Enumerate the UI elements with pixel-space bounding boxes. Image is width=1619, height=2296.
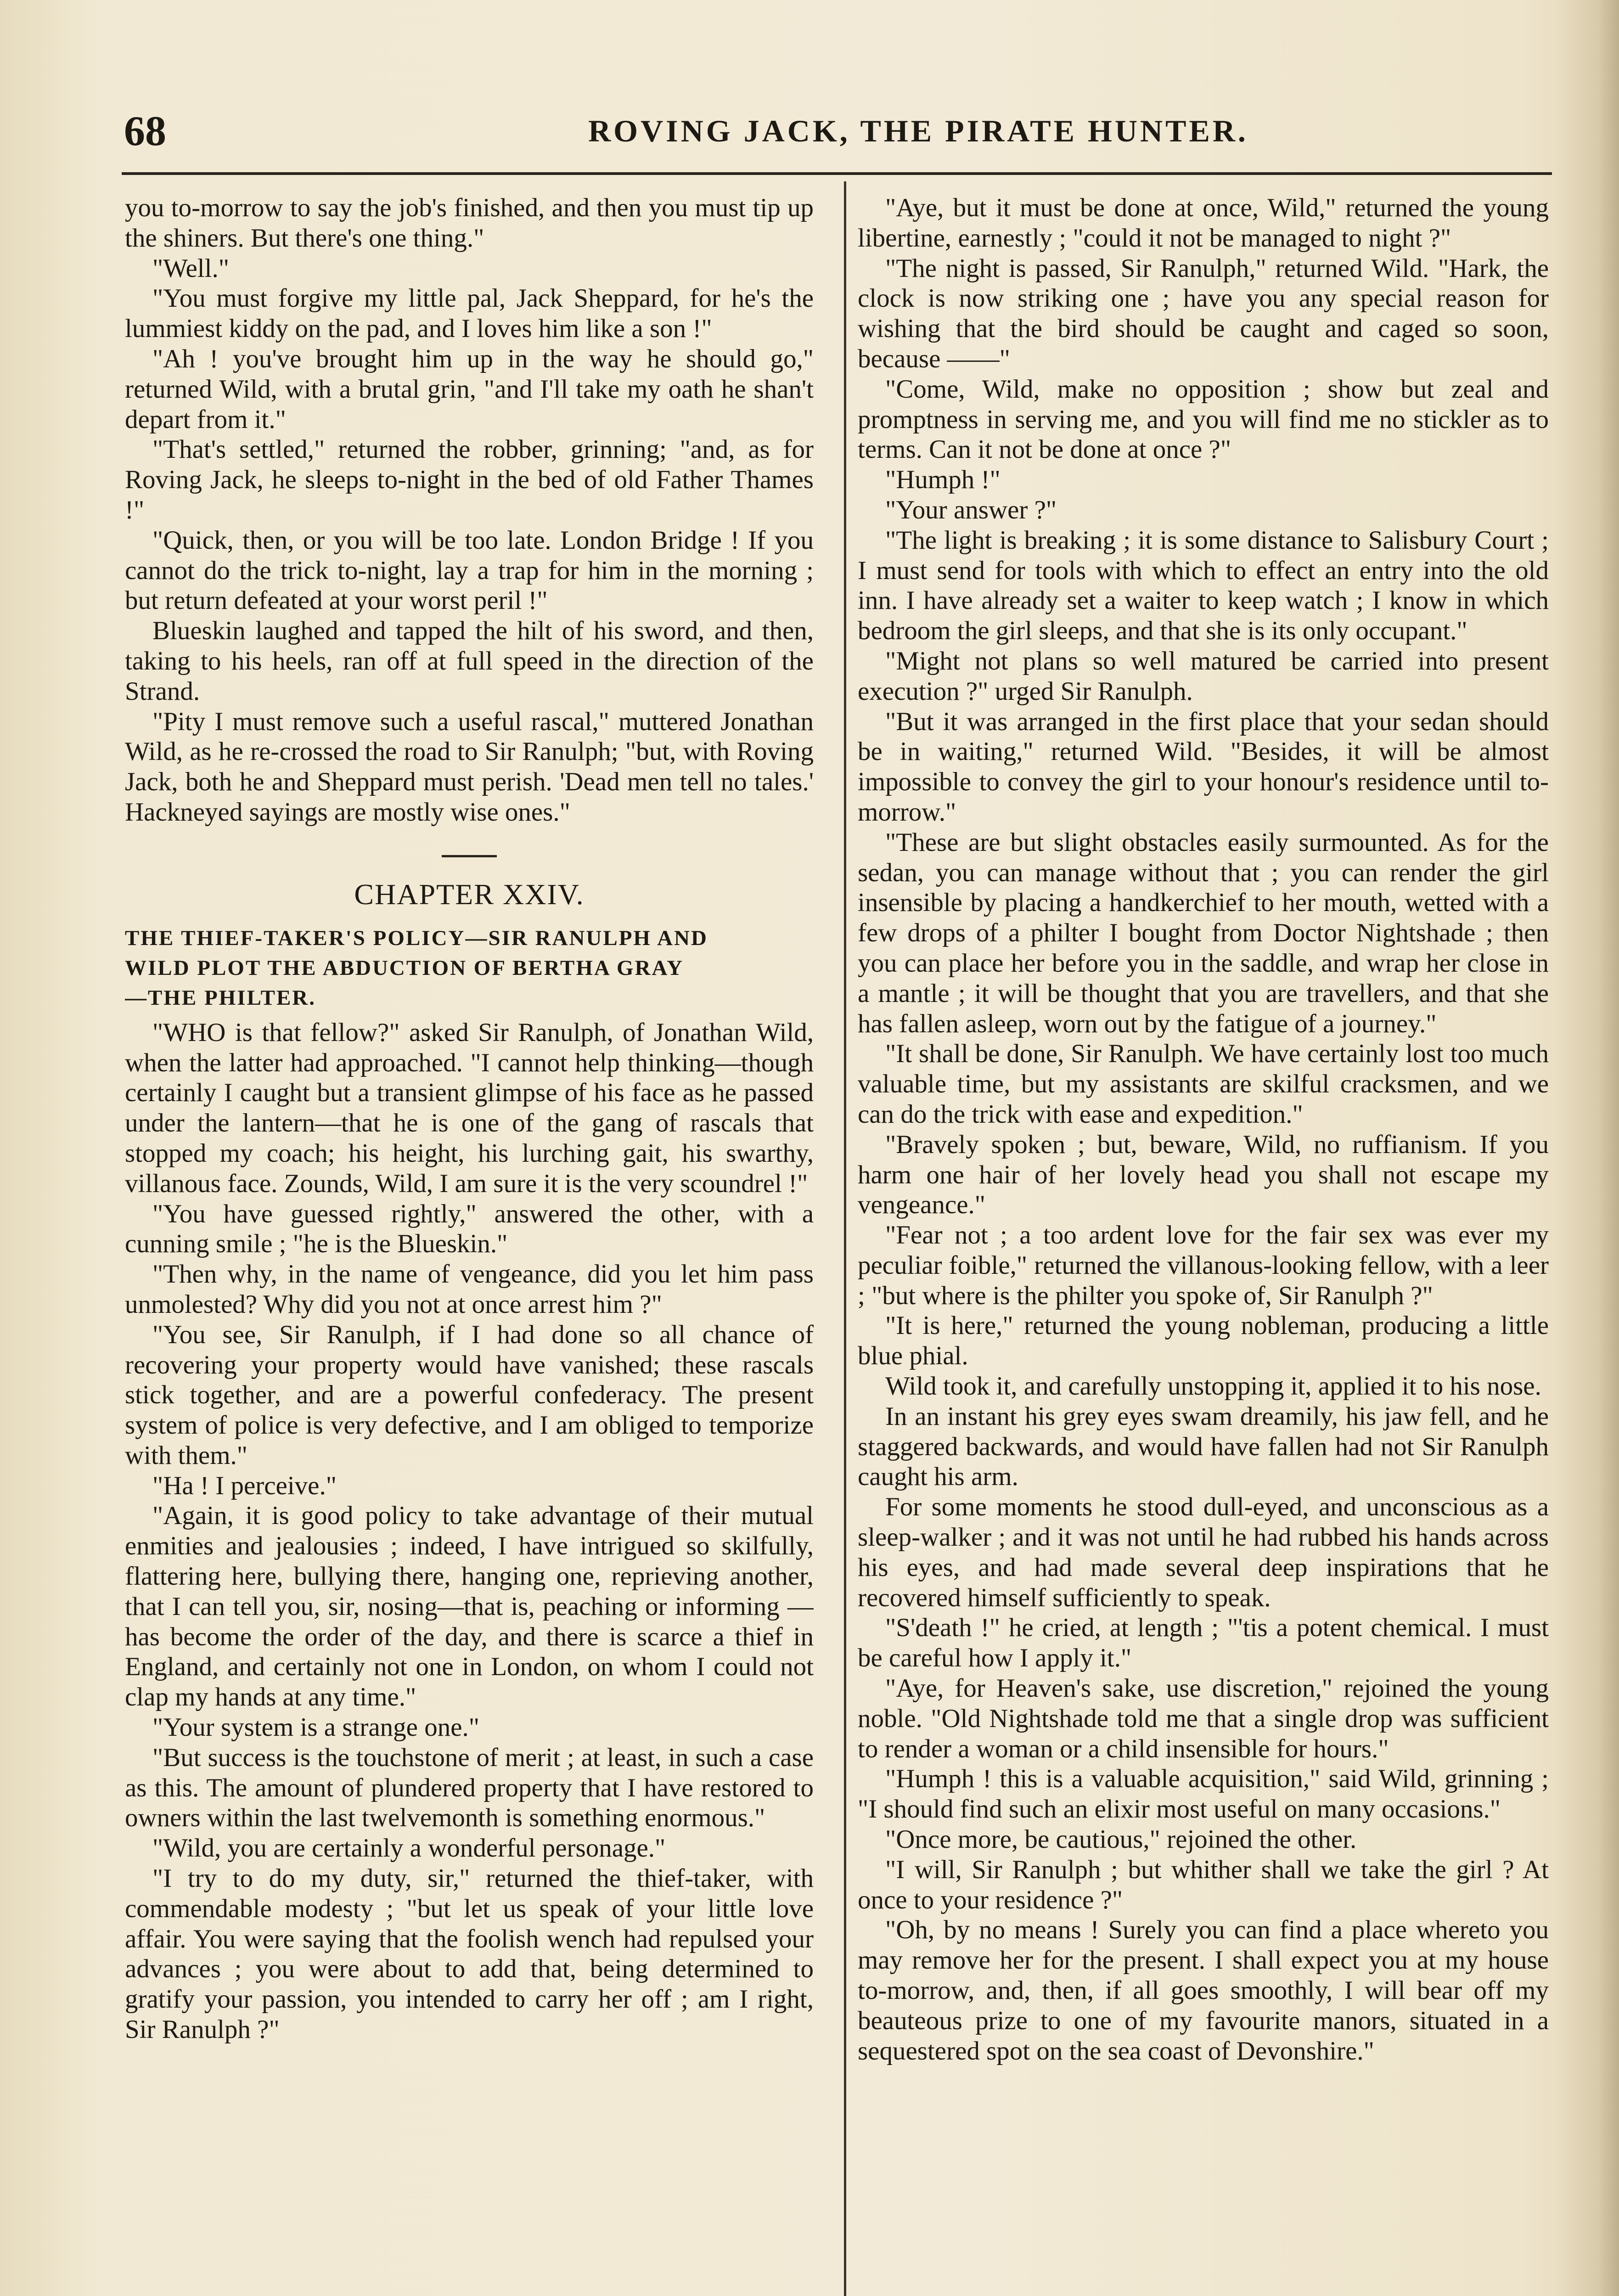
paragraph: "You must forgive my little pal, Jack Sheppard, for he's the lummiest kiddy on the pad, and I loves him like a son !" bbox=[125, 284, 814, 343]
chapter-summary bbox=[125, 923, 814, 1013]
section-separator bbox=[442, 855, 497, 857]
paragraph: "Your answer ?" bbox=[885, 495, 1057, 524]
paragraph: "Pity I must remove such a useful rascal," muttered Jonathan Wild, as he re-crossed the road to Sir Ranulph; "but, with Roving Jack, both he and Sheppard must perish. 'Dead men tell no tales.' Hackneyed sayings are mostly wise ones." bbox=[125, 707, 814, 827]
paragraph: "It is here," returned the young nobleman, producing a little blue phial. bbox=[858, 1311, 1549, 1371]
paragraph: "Ah ! you've brought him up in the way he should go," returned Wild, with a brutal grin, "and I'll take my oath he shan't depart from it." bbox=[125, 344, 814, 434]
paragraph: "Aye, for Heaven's sake, use discretion," rejoined the young noble. "Old Nightshade told me that a single drop was sufficient to render a woman or a child insensible for hours." bbox=[858, 1674, 1549, 1763]
chapter-title: CHAPTER XXIV. bbox=[354, 878, 585, 911]
paragraph: "WHO is that fellow?" asked Sir Ranulph, of Jonathan Wild, when the latter had approached. "I cannot help thinking—though certainly I caught but a transient glimpse of his face as he passed under the lantern—that he is one of the gang of rascals that stopped my coach; his height, his lurching gait, his swarthy, villanous face. Zounds, Wild, I am sure it is the very scoundrel !" bbox=[125, 1018, 814, 1198]
paragraph: In an instant his grey eyes swam dreamily, his jaw fell, and he staggered backwards, and would have fallen had not Sir Ranulph caught his arm. bbox=[858, 1401, 1549, 1491]
paragraph: "But it was arranged in the first place that your sedan should be in waiting," returned Wild. "Besides, it will be almost impossible to convey the girl to your honour's residence until to-morrow." bbox=[858, 707, 1549, 827]
page-edge-shadow bbox=[1555, 0, 1619, 2296]
chapter-summary-line: THE THIEF-TAKER'S POLICY—SIR RANULPH AND bbox=[125, 926, 708, 950]
paragraph: "Well." bbox=[152, 253, 229, 283]
right-column bbox=[858, 193, 1549, 2296]
paragraph: "Humph !" bbox=[885, 465, 1001, 495]
paragraph: "That's settled," returned the robber, grinning; "and, as for Roving Jack, he sleeps to-night in the bed of old Father Thames !" bbox=[125, 435, 814, 524]
paragraph: "These are but slight obstacles easily surmounted. As for the sedan, you can manage without that ; you can render the girl insensible by placing a handkerchief to her mouth, wetted with a few drops of a philter I bought from Doctor Nightshade ; then you can place her before you in the saddle, and wrap her close in a mantle ; it will be thought that you are travellers, and that she has fallen asleep, worn out by the fatigue of a journey." bbox=[858, 827, 1549, 1038]
paragraph: "The light is breaking ; it is some distance to Salisbury Court ; I must send for tools with which to effect an entry into the old inn. I have already set a waiter to keep watch ; I know in which bedroom the girl sleeps, and that she is its only occupant." bbox=[858, 525, 1549, 646]
paragraph: "Humph ! this is a valuable acquisition," said Wild, grinning ; "I should find such an elixir most useful on many occasions." bbox=[858, 1764, 1549, 1824]
page-header bbox=[124, 103, 1557, 158]
paragraph: "Once more, be cautious," rejoined the other. bbox=[885, 1825, 1357, 1854]
paragraph: "Your system is a strange one." bbox=[152, 1713, 480, 1742]
paragraph: "Oh, by no means ! Surely you can find a place whereto you may remove her for the present. I shall expect you at my house to-morrow, and, then, if all goes smoothly, I will bear off my beauteous prize to one of my favourite manors, situated in a sequestered spot on the sea coast of Devonshire." bbox=[858, 1915, 1549, 2065]
chapter-summary-line: WILD PLOT THE ABDUCTION OF BERTHA GRAY bbox=[125, 956, 684, 980]
paragraph: "Then why, in the name of vengeance, did you let him pass unmolested? Why did you not at once arrest him ?" bbox=[125, 1260, 814, 1319]
paragraph: "Come, Wild, make no opposition ; show but zeal and promptness in serving me, and you will find me no stickler as to terms. Can it not be done at once ?" bbox=[858, 374, 1549, 464]
paragraph: "Fear not ; a too ardent love for the fair sex was ever my peculiar foible," returned the villanous-looking fellow, with a leer ; "but where is the philter you spoke of, Sir Ranulph ?" bbox=[858, 1221, 1549, 1310]
paragraph: "I will, Sir Ranulph ; but whither shall we take the girl ? At once to your residence ?" bbox=[858, 1855, 1549, 1914]
paragraph: "Ha ! I perceive." bbox=[152, 1471, 337, 1500]
paragraph: Blueskin laughed and tapped the hilt of his sword, and then, taking to his heels, ran off at full speed in the direction of the Strand. bbox=[125, 616, 814, 706]
paragraph: "S'death !" he cried, at length ; "'tis a potent chemical. I must be careful how I apply it." bbox=[858, 1613, 1549, 1673]
paragraph: "Might not plans so well matured be carried into present execution ?" urged Sir Ranulph. bbox=[858, 646, 1549, 706]
chapter-summary-line: —THE PHILTER. bbox=[125, 985, 316, 1010]
paragraph: "I try to do my duty, sir," returned the thief-taker, with commendable modesty ; "but let us speak of your little love affair. You were saying that the foolish wench had repulsed your advances ; you were about to add that, being determined to gratify your passion, you intended to carry her off ; am I right, Sir Ranulph ?" bbox=[125, 1864, 814, 2044]
paragraph: "Wild, you are certainly a wonderful personage." bbox=[152, 1834, 666, 1863]
paragraph: "You see, Sir Ranulph, if I had done so all chance of recovering your property would have vanished; these rascals stick together, and are a powerful confederacy. The present system of police is very defective, and I am obliged to temporize with them." bbox=[125, 1320, 814, 1470]
paragraph: "Bravely spoken ; but, beware, Wild, no ruffianism. If you harm one hair of her lovely head you shall not escape my vengeance." bbox=[858, 1130, 1549, 1220]
paragraph: "Aye, but it must be done at once, Wild," returned the young libertine, earnestly ; "could it not be managed to night ?" bbox=[858, 193, 1549, 253]
paragraph: "But success is the touchstone of merit ; at least, in such a case as this. The amount of plundered property that I have restored to owners within the last twelvemonth is something enormous." bbox=[125, 1743, 814, 1833]
paragraph: "Again, it is good policy to take advantage of their mutual enmities and jealousies ; indeed, I have intrigued so skilfully, flattering here, bullying there, hanging one, reprieving another, that I can tell you, sir, nosing—that is, peaching or informing —has become the order of the day, and there is scarce a thief in England, and certainly not one in London, on whom I could not clap my hands at any time." bbox=[125, 1501, 814, 1712]
paragraph: Wild took it, and carefully unstopping it, applied it to his nose. bbox=[885, 1372, 1541, 1401]
paragraph: you to-morrow to say the job's finished, and then you must tip up the shiners. But there's one thing." bbox=[125, 193, 814, 253]
left-column bbox=[125, 193, 814, 2296]
running-title: ROVING JACK, THE PIRATE HUNTER. bbox=[588, 113, 1248, 148]
paragraph: "It shall be done, Sir Ranulph. We have certainly lost too much valuable time, but my assistants are skilful cracksmen, and we can do the trick with ease and expedition." bbox=[858, 1039, 1549, 1129]
page-number: 68 bbox=[124, 107, 166, 154]
paragraph: "Quick, then, or you will be too late. London Bridge ! If you cannot do the trick to-night, lay a trap for him in the morning ; but return defeated at your worst peril !" bbox=[125, 525, 814, 615]
paragraph: "The night is passed, Sir Ranulph," returned Wild. "Hark, the clock is now striking one ; have you any special reason for wishing that the bird should be caught and caged so soon, because ——" bbox=[858, 253, 1549, 373]
paragraph: For some moments he stood dull-eyed, and unconscious as a sleep-walker ; and it was not until he had rubbed his hands across his eyes, and had made several deep inspirations that he recovered himself sufficiently to speak. bbox=[858, 1492, 1549, 1612]
paragraph: "You have guessed rightly," answered the other, with a cunning smile ; "he is the Blueskin." bbox=[125, 1199, 814, 1259]
column-divider bbox=[844, 181, 846, 2296]
header-rule bbox=[122, 172, 1552, 175]
